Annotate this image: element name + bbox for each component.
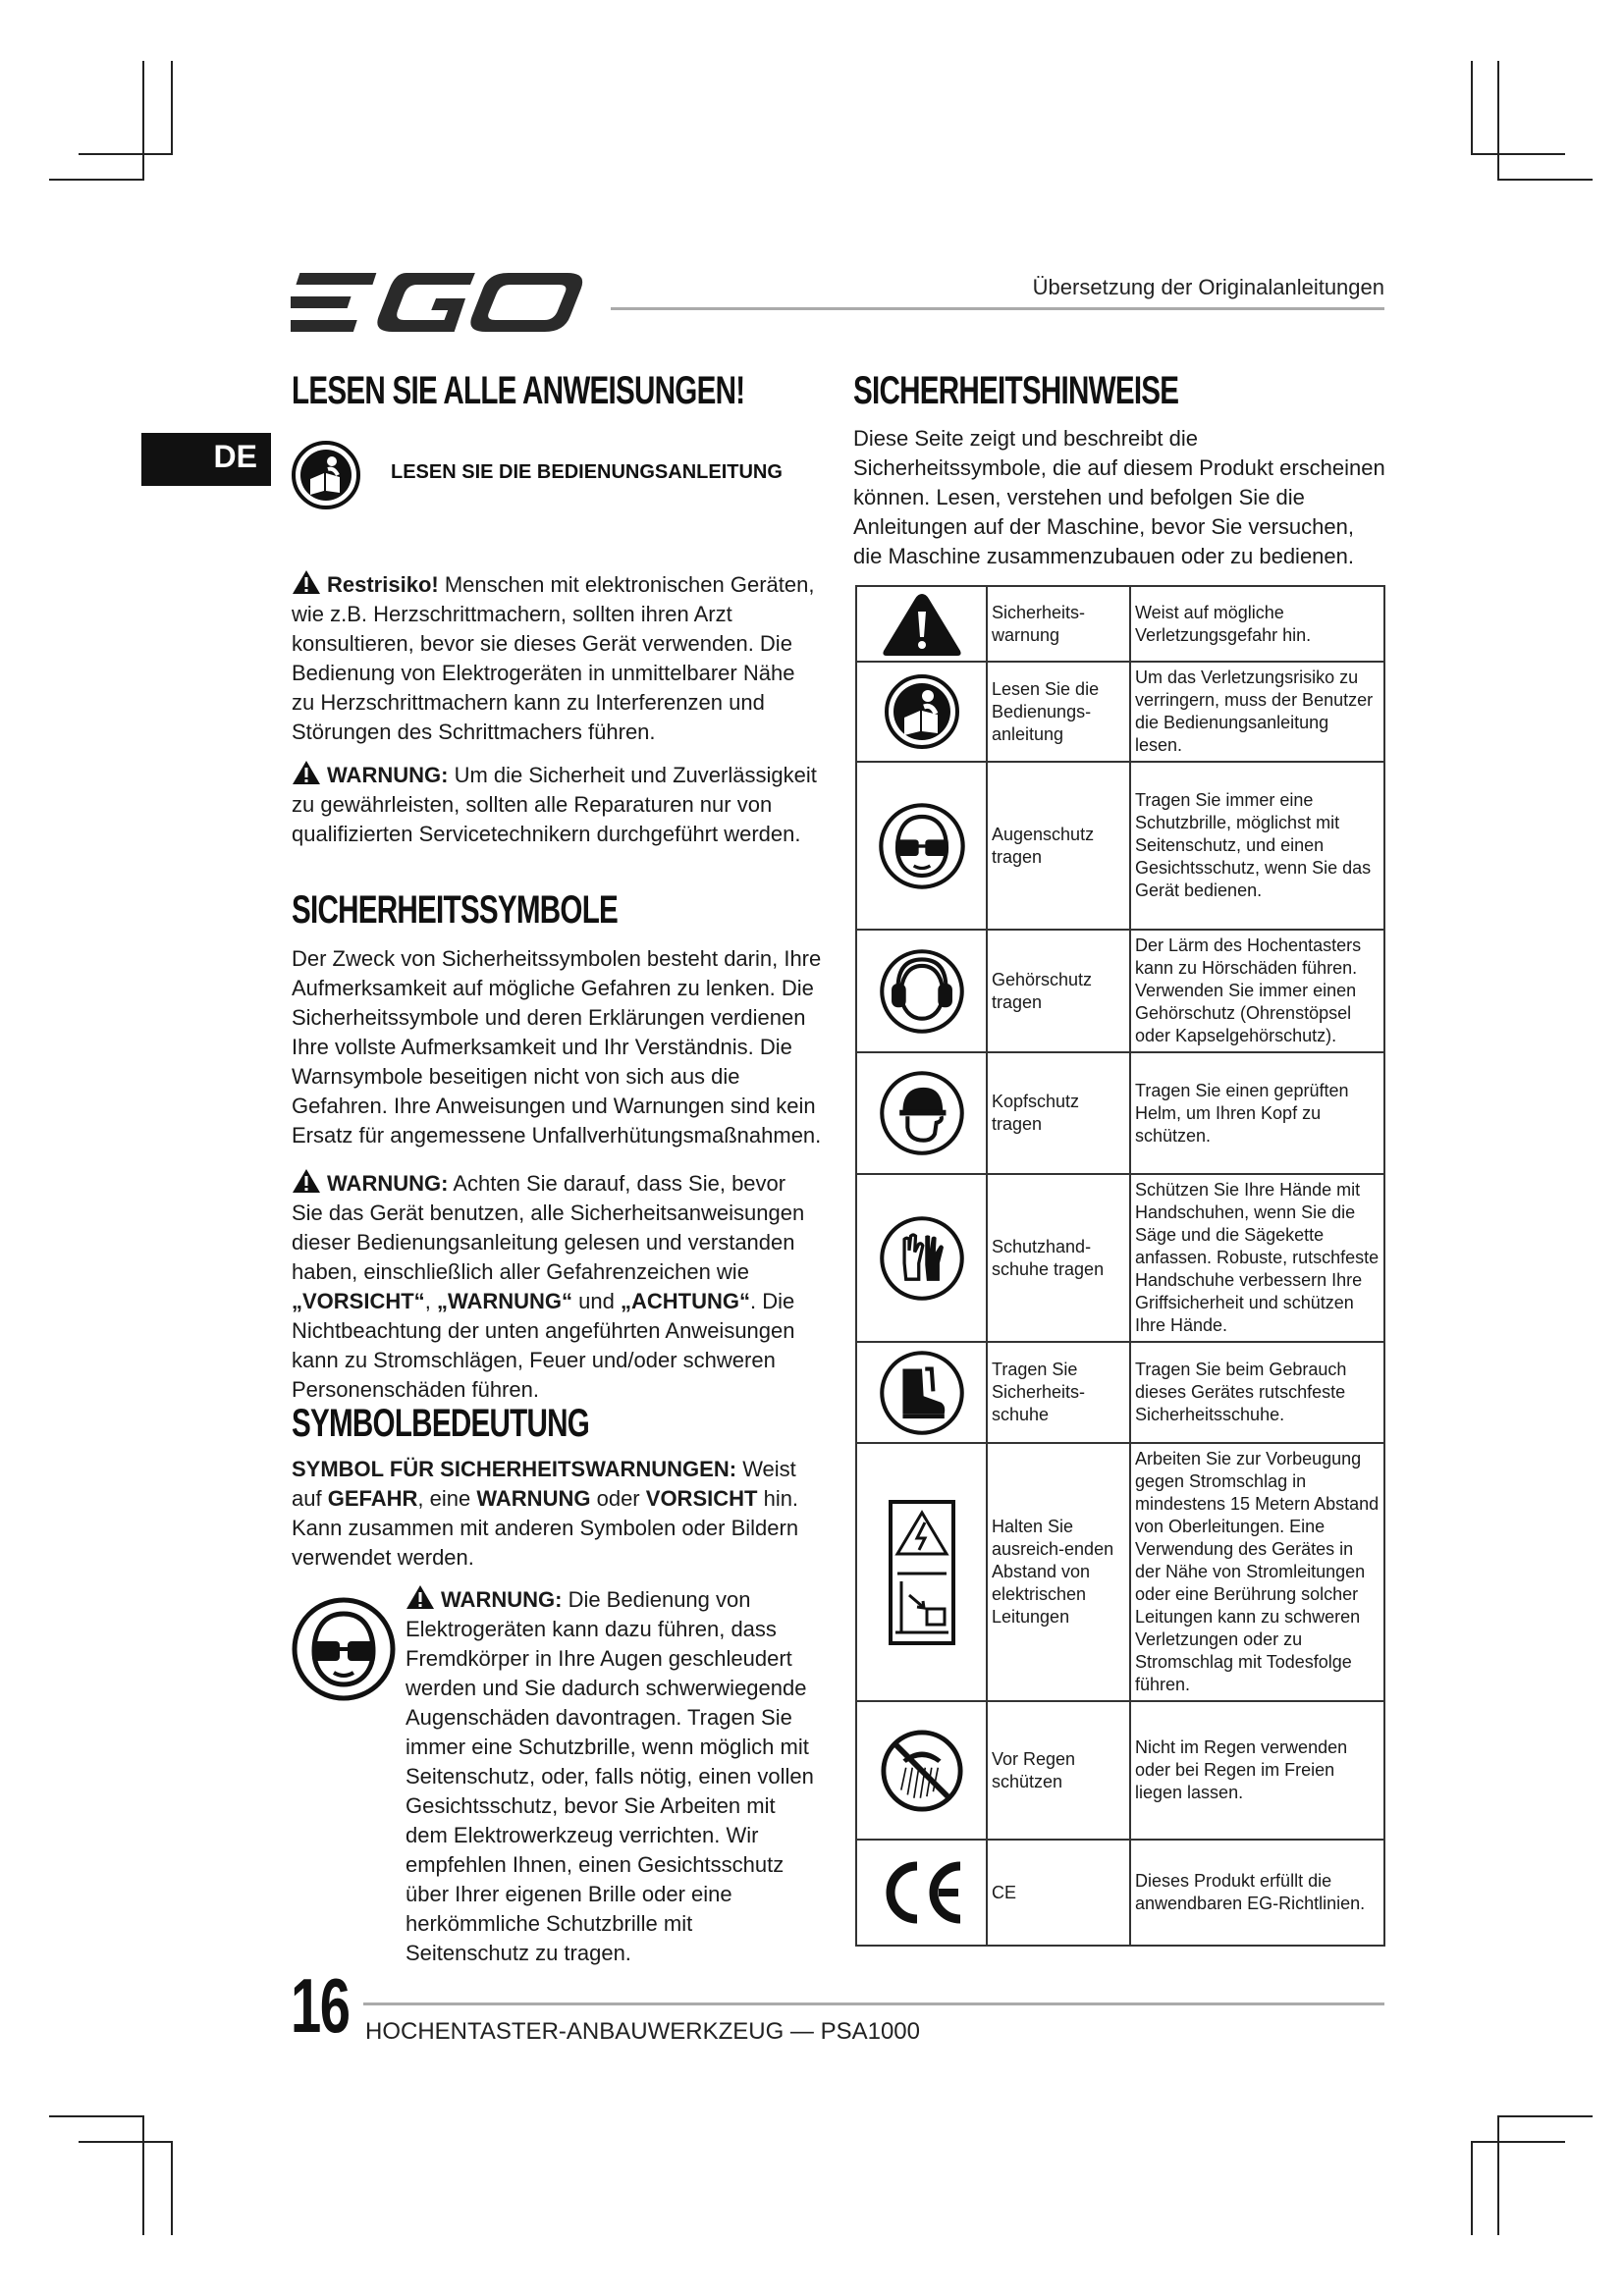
language-tab (141, 433, 271, 486)
sicherheitssymbole-heading: SICHERHEITSSYMBOLE (292, 888, 619, 932)
gloves-icon (879, 1215, 965, 1302)
symbolbedeutung-lead: SYMBOL FÜR SICHERHEITSWARNUNGEN: (292, 1457, 737, 1481)
table-icon-cell (856, 762, 987, 930)
table-icon-cell (856, 1443, 987, 1701)
term-achtung: „ACHTUNG“ (621, 1289, 751, 1313)
safety-boots-icon (879, 1350, 965, 1436)
table-row (856, 1342, 1384, 1443)
no-rain-icon (879, 1728, 965, 1814)
warnung3-lead: WARNUNG: (441, 1587, 563, 1612)
crop-mark (49, 179, 144, 181)
symbolbedeutung-paragraph (292, 1455, 827, 1573)
crop-mark (79, 2141, 173, 2143)
symbol-description: Nicht im Regen verwenden oder bei Regen im Freien liegen lassen. (1130, 1701, 1384, 1840)
symbolbedeutung-heading: SYMBOLBEDEUTUNG (292, 1402, 589, 1445)
warning-triangle-icon (292, 569, 321, 595)
read-all-heading: LESEN SIE ALLE ANWEISUNGEN! (292, 369, 745, 412)
warnung2-sep2: und (578, 1289, 615, 1313)
page-number: 16 (291, 1962, 350, 2049)
hearing-protection-icon (879, 948, 965, 1035)
symbol-name: Tragen Sie Sicherheits-schuhe (987, 1342, 1130, 1443)
warnung2-text-a: Achten Sie darauf, dass Sie, bevor Sie das Gerät benutzen, alle Sicherheitsanweisungen dieser Bedienungsanleitung gelesen und verstanden haben, einschließlich aller Gefahrenzeichen wie (292, 1171, 805, 1284)
safety-symbols-table (855, 585, 1385, 1947)
crop-mark (142, 2115, 144, 2235)
symbol-description: Weist auf mögliche Verletzungsgefahr hin. (1130, 586, 1384, 662)
warnung1-paragraph (292, 760, 822, 849)
symbol-description: Tragen Sie immer eine Schutzbrille, möglichst mit Seitenschutz, und einen Gesichtsschutz, wenn Sie das Gerät bedienen. (1130, 762, 1384, 930)
crop-mark (1497, 2115, 1499, 2235)
header-subtitle: Übersetzung der Originalanleitungen (1032, 275, 1384, 299)
symbol-description: Dieses Produkt erfüllt die anwendbaren EG-Richtlinien. (1130, 1840, 1384, 1946)
crop-mark (1471, 153, 1565, 155)
table-row (856, 1052, 1384, 1174)
brand-logo (291, 271, 589, 336)
crop-mark (1497, 179, 1593, 181)
table-icon-cell (856, 662, 987, 762)
symbol-description: Schützen Sie Ihre Hände mit Handschuhen, wenn Sie die Säge und die Sägekette anfassen. Robuste, rutschfeste Handschuhe verbessern Ihre Griffsicherheit und schützen Ihre Hände. (1130, 1174, 1384, 1342)
symbol-name: Sicherheits-warnung (987, 586, 1130, 662)
crop-mark (1471, 61, 1473, 155)
read-manual-label: LESEN SIE DIE BEDIENUNGSANLEITUNG (391, 461, 783, 483)
symbol-name: Lesen Sie die Bedienungs-anleitung (987, 662, 1130, 762)
crop-mark (79, 153, 173, 155)
restrisiko-text: Menschen mit elektronischen Geräten, wie z.B. Herzschrittmachern, sollten ihren Arzt konsultieren, bevor sie dieses Gerät verwenden. Die Bedienung von Elektrogeräten in unmittelbarer Nähe zu Herzschrittmachern kann zu Interferenzen und Störungen des Schrittmachers führen. (292, 572, 815, 744)
crop-mark (142, 61, 144, 181)
warnung2-paragraph (292, 1168, 822, 1405)
symbol-name: Halten Sie ausreich-enden Abstand von elektrischen Leitungen (987, 1443, 1130, 1701)
warnung2-lead: WARNUNG: (327, 1171, 449, 1196)
table-row (856, 762, 1384, 930)
table-row (856, 930, 1384, 1052)
warnung1-lead: WARNUNG: (327, 763, 449, 787)
symbol-name: Augenschutz tragen (987, 762, 1130, 930)
crop-mark (49, 2115, 144, 2117)
language-tab-label: DE (213, 439, 257, 474)
word-gefahr: GEFAHR (327, 1486, 418, 1511)
table-row (856, 1443, 1384, 1701)
table-row (856, 662, 1384, 762)
table-icon-cell (856, 1840, 987, 1946)
sicherheitshinweise-heading: SICHERHEITSHINWEISE (853, 369, 1179, 412)
table-icon-cell (856, 586, 987, 662)
word-vorsicht: VORSICHT (645, 1486, 758, 1511)
crop-mark (171, 2141, 173, 2235)
table-row (856, 1701, 1384, 1840)
read-manual-icon (883, 672, 961, 751)
symbolbedeutung-t4: hin. Kann zusammen mit anderen Symbolen oder Bildern verwendet werden. (292, 1486, 799, 1570)
crop-mark (1497, 2115, 1593, 2117)
footer-rule (363, 2002, 1384, 2005)
table-row (856, 586, 1384, 662)
symbolbedeutung-t2: , eine (417, 1486, 471, 1511)
table-row (856, 1840, 1384, 1946)
eye-protection-icon (878, 802, 966, 890)
symbol-description: Der Lärm des Hochentasters kann zu Hörschäden führen. Verwenden Sie immer einen Gehörschutz (Ohrenstöpsel oder Kapselgehörschutz). (1130, 930, 1384, 1052)
sicherheitssymbole-paragraph: Der Zweck von Sicherheitssymbolen besteht darin, Ihre Aufmerksamkeit auf mögliche Gefahren zu lenken. Die Sicherheitssymbole und deren Erklärungen verdienen Ihre vollste Aufmerksamkeit und Ihr Verständnis. Die Warnsymbole beseitigen nicht von sich aus die Gefahren. Ihre Anweisungen und Warnungen sind kein Ersatz für angemessene Unfallverhütungsmaßnahmen. (292, 946, 822, 1148)
eye-protection-icon (291, 1596, 397, 1702)
table-icon-cell (856, 1701, 987, 1840)
symbol-name: Schutzhand-schuhe tragen (987, 1174, 1130, 1342)
warning-triangle-icon (880, 590, 964, 659)
symbolbedeutung-t3: oder (596, 1486, 640, 1511)
sicherheitshinweise-intro: Diese Seite zeigt und beschreibt die Sicherheitssymbole, die auf diesem Produkt erscheinen können. Lesen, verstehen und befolgen Sie die Anleitungen auf der Maschine, bevor Sie versuchen, die Maschine zusammenzubauen oder zu bedienen. (853, 426, 1385, 568)
symbol-name: CE (987, 1840, 1130, 1946)
warnung2-sep1: , (424, 1289, 431, 1313)
warnung3-text: Die Bedienung von Elektrogeräten kann dazu führen, dass Fremdkörper in Ihre Augen geschleudert werden und Sie dadurch schwerwiegende Augenschäden davontragen. Tragen Sie immer eine Schutzbrille, wenn möglich mit Seitenschutz, oder, falls nötig, einen vollen Gesichtsschutz, bevor Sie Arbeiten mit dem Elektrowerkzeug verrichten. Wir empfehlen Ihnen, einen Gesichtsschutz über Ihrer eigenen Brille oder eine herkömmliche Schutzbrille mit Seitenschutz zu tragen. (406, 1587, 814, 1965)
table-icon-cell (856, 1342, 987, 1443)
crop-mark (1497, 61, 1499, 181)
table-icon-cell (856, 930, 987, 1052)
word-warnung: WARNUNG (476, 1486, 591, 1511)
table-row (856, 1174, 1384, 1342)
footer-product: HOCHENTASTER-ANBAUWERKZEUG — PSA1000 (365, 2018, 920, 2045)
symbol-description: Tragen Sie beim Gebrauch dieses Gerätes rutschfeste Sicherheitsschuhe. (1130, 1342, 1384, 1443)
term-vorsicht: „VORSICHT“ (292, 1289, 425, 1313)
symbol-name: Gehörschutz tragen (987, 930, 1130, 1052)
warning-triangle-icon (292, 1168, 321, 1194)
crop-mark (1471, 2141, 1473, 2235)
warnung1-text: Um die Sicherheit und Zuverlässigkeit zu gewährleisten, sollten alle Reparaturen nur von qualifizierten Servicetechnikern durchgeführt werden. (292, 763, 817, 846)
term-warnung: „WARNUNG“ (436, 1289, 573, 1313)
warning-triangle-icon (406, 1584, 435, 1610)
read-manual-icon (291, 432, 361, 518)
symbol-description: Um das Verletzungsrisiko zu verringern, muss der Benutzer die Bedienungsanleitung lesen. (1130, 662, 1384, 762)
symbol-name: Kopfschutz tragen (987, 1052, 1130, 1174)
crop-mark (1471, 2141, 1565, 2143)
restrisiko-lead: Restrisiko! (327, 572, 439, 597)
warning-triangle-icon (292, 760, 321, 785)
symbolbedeutung-t1: Weist auf (292, 1457, 796, 1511)
crop-mark (171, 61, 173, 155)
power-line-distance-icon (888, 1499, 956, 1646)
restrisiko-paragraph (292, 569, 822, 747)
head-protection-icon (879, 1070, 965, 1156)
symbol-name: Vor Regen schützen (987, 1701, 1130, 1840)
warnung3-paragraph (406, 1584, 818, 1968)
warnung2-text-b: . Die Nichtbeachtung der unten angeführten Anweisungen kann zu Stromschlägen, Feuer und/oder schweren Personenschäden führen. (292, 1289, 795, 1402)
symbol-description: Arbeiten Sie zur Vorbeugung gegen Stromschlag in mindestens 15 Metern Abstand von Oberleitungen. Eine Verwendung des Gerätes in der Nähe von Stromleitungen oder eine Berührung solcher Leitungen kann zu schweren Verletzungen oder zu Stromschlag mit Todesfolge führen. (1130, 1443, 1384, 1701)
table-icon-cell (856, 1052, 987, 1174)
ce-mark-icon (878, 1860, 966, 1925)
header-rule (611, 307, 1384, 310)
table-icon-cell (856, 1174, 987, 1342)
symbol-description: Tragen Sie einen geprüften Helm, um Ihren Kopf zu schützen. (1130, 1052, 1384, 1174)
